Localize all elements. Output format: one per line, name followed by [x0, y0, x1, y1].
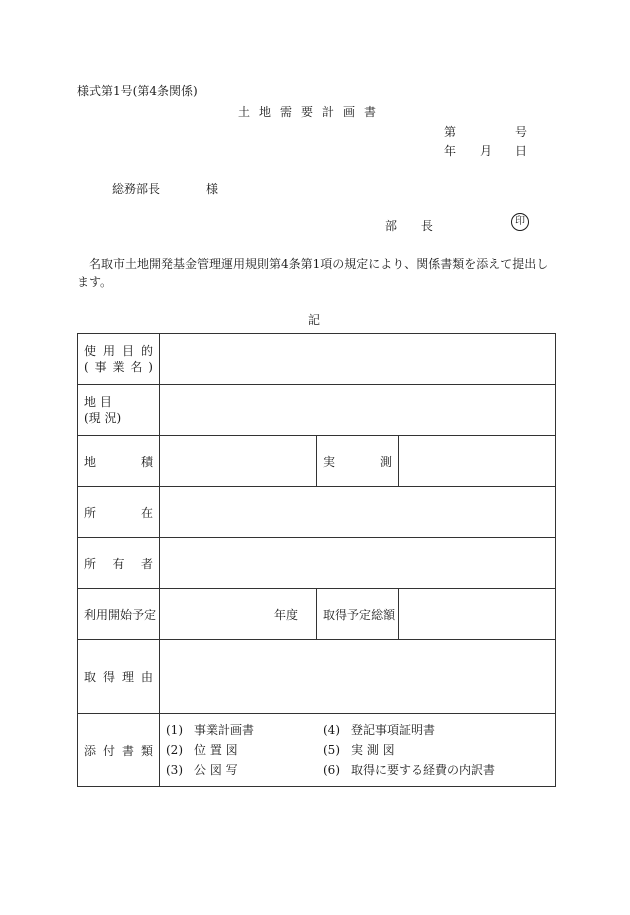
location-value[interactable] — [160, 487, 556, 538]
attachment-number: (4) — [323, 723, 340, 737]
total-plan-value[interactable] — [399, 589, 556, 640]
ki-heading: 記 — [308, 313, 321, 327]
attachment-number: (2) — [166, 743, 183, 757]
attachment-number: (3) — [166, 763, 183, 777]
sender-title: 部 長 — [385, 219, 443, 233]
table-row — [78, 436, 556, 487]
attachment-number: (5) — [323, 743, 340, 757]
document-title: 土地需要計画書 — [238, 105, 386, 119]
purpose-label — [78, 334, 160, 385]
reason-label — [78, 640, 160, 714]
attachment-item — [323, 760, 549, 780]
total-plan-label — [317, 589, 399, 640]
attachment-item — [323, 720, 549, 740]
table-row — [78, 385, 556, 436]
total-plan-label-text: 取 得 予 定 総 額 — [323, 607, 396, 622]
attachment-item — [323, 740, 549, 760]
owner-value[interactable] — [160, 538, 556, 589]
chimoku-label — [78, 385, 160, 436]
application-table — [77, 333, 556, 787]
start-plan-value[interactable] — [160, 589, 317, 640]
location-label — [78, 487, 160, 538]
table-row — [78, 589, 556, 640]
area-value[interactable] — [160, 436, 317, 487]
table-row — [78, 487, 556, 538]
chimoku-label-line2: (現 況) — [84, 411, 122, 425]
location-label-text: 所 在 — [84, 505, 153, 520]
attachment-label: 登記事項証明書 — [351, 723, 436, 737]
date-month: 月 — [480, 144, 493, 158]
date-year: 年 — [444, 144, 457, 158]
body-text: 名取市土地開発基金管理運用規則第4条第1項の規定により、関係書類を添えて提出します。 — [77, 257, 549, 289]
start-plan-label — [78, 589, 160, 640]
addressee: 総務部長 — [112, 182, 161, 196]
addressee-honorific: 様 — [206, 182, 219, 196]
table-row — [78, 538, 556, 589]
start-plan-label-text: 利 用 開 始 予 定 — [84, 607, 157, 622]
attachment-item — [166, 740, 323, 760]
purpose-label-line2: ( 事 業 名 ) — [84, 360, 153, 374]
reason-value[interactable] — [160, 640, 556, 714]
attachments-label-text: 添 付 書 類 — [84, 743, 153, 758]
purpose-label-line1: 使 用 目 的 — [84, 344, 153, 358]
form-number: 様式第1号(第4条関係) — [77, 84, 198, 98]
actual-value[interactable] — [399, 436, 556, 487]
attachment-item — [166, 720, 323, 740]
attachments-label — [78, 714, 160, 787]
number-prefix: 第 — [444, 125, 457, 139]
table-row — [78, 334, 556, 385]
reason-label-text: 取 得 理 由 — [84, 670, 153, 684]
date-day: 日 — [515, 144, 528, 158]
table-row — [78, 714, 556, 787]
number-suffix: 号 — [515, 125, 528, 139]
actual-label-text: 実 測 — [323, 454, 392, 469]
area-label-text: 地 積 — [84, 454, 153, 469]
owner-label-text: 所 有 者 — [84, 556, 153, 571]
chimoku-value[interactable] — [160, 385, 556, 436]
purpose-value[interactable] — [160, 334, 556, 385]
attachments-grid — [166, 720, 549, 780]
nendo-label: 年度 — [273, 607, 298, 622]
seal-icon: 印 — [511, 213, 529, 231]
attachment-item — [166, 760, 323, 780]
chimoku-label-line1: 地 目 — [84, 395, 112, 409]
attachments-list — [160, 714, 556, 787]
actual-label — [317, 436, 399, 487]
attachment-label: 位 置 図 — [194, 743, 238, 757]
table-row — [78, 640, 556, 714]
area-label — [78, 436, 160, 487]
attachment-label: 事業計画書 — [194, 723, 255, 737]
owner-label — [78, 538, 160, 589]
attachment-label: 公 図 写 — [194, 763, 238, 777]
attachment-number: (6) — [323, 763, 340, 777]
attachment-number: (1) — [166, 723, 183, 737]
attachment-label: 実 測 図 — [351, 743, 395, 757]
attachment-label: 取得に要する経費の内訳書 — [351, 763, 496, 777]
